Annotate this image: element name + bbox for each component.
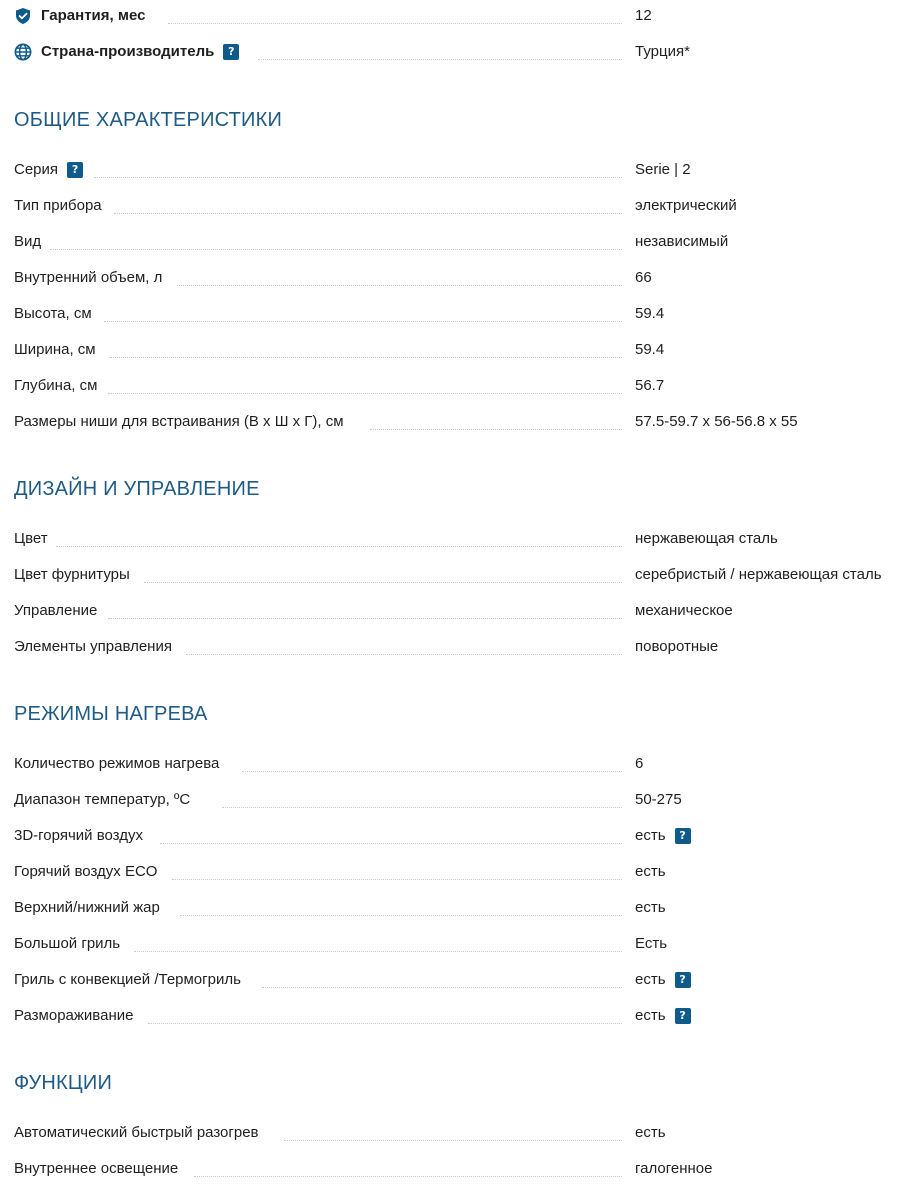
spec-value-text: 6 xyxy=(635,755,644,772)
spec-label xyxy=(14,340,96,360)
dotted-leader xyxy=(262,987,622,988)
spec-value-text: 59.4 xyxy=(635,341,665,358)
spec-value xyxy=(635,970,691,990)
spec-label-text: Страна-производитель xyxy=(41,43,215,60)
spec-label-text: Цвет xyxy=(14,530,48,547)
spec-label-text: Горячий воздух ECO xyxy=(14,863,158,880)
spec-value-text: электрический xyxy=(635,197,737,214)
spec-row xyxy=(14,268,901,292)
dotted-leader xyxy=(110,357,622,358)
section-title: ОБЩИЕ ХАРАКТЕРИСТИКИ xyxy=(14,109,283,131)
spec-label xyxy=(14,6,145,26)
spec-value-text: 50-275 xyxy=(635,791,682,808)
spec-value xyxy=(635,754,643,774)
spec-value-text: есть xyxy=(635,1124,666,1141)
spec-value xyxy=(635,340,664,360)
spec-row xyxy=(14,1159,901,1183)
spec-label xyxy=(14,42,239,62)
spec-label-text: Цвет фурнитуры xyxy=(14,566,130,583)
spec-label xyxy=(14,268,162,288)
spec-label-text: Высота, см xyxy=(14,305,92,322)
spec-value-text: есть xyxy=(635,863,666,880)
spec-label-text: Гриль с конвекцией /Термогриль xyxy=(14,971,241,988)
dotted-leader xyxy=(104,321,622,322)
spec-value-text: Есть xyxy=(635,935,668,952)
dotted-leader xyxy=(56,546,622,547)
dotted-leader xyxy=(168,23,622,24)
spec-value xyxy=(635,6,652,26)
spec-label xyxy=(14,232,41,252)
spec-label-text: Большой гриль xyxy=(14,935,121,952)
dotted-leader xyxy=(114,213,622,214)
spec-label xyxy=(14,754,219,774)
spec-row xyxy=(14,754,901,778)
spec-label xyxy=(14,160,83,180)
spec-value-text: есть xyxy=(635,827,666,844)
spec-label xyxy=(14,790,190,810)
spec-row-warranty xyxy=(14,6,901,30)
spec-row-country xyxy=(14,42,901,66)
spec-value xyxy=(635,1123,666,1143)
spec-label-text: Внутреннее освещение xyxy=(14,1160,179,1177)
spec-label-text: Внутренний объем, л xyxy=(14,269,163,286)
spec-value-text: Serie | 2 xyxy=(635,161,691,178)
dotted-leader xyxy=(242,771,622,772)
dotted-leader xyxy=(284,1140,622,1141)
spec-label-text: Тип прибора xyxy=(14,197,102,214)
spec-row xyxy=(14,529,901,553)
spec-label xyxy=(14,196,102,216)
dotted-leader xyxy=(94,177,622,178)
dotted-leader xyxy=(108,618,622,619)
spec-value-text: 12 xyxy=(635,7,652,24)
spec-row xyxy=(14,160,901,184)
dotted-leader xyxy=(177,285,622,286)
spec-value-text: поворотные xyxy=(635,638,719,655)
spec-value xyxy=(635,790,682,810)
spec-label xyxy=(14,529,48,549)
section-title: РЕЖИМЫ НАГРЕВА xyxy=(14,703,208,725)
spec-value-text: 59.4 xyxy=(635,305,665,322)
spec-label-text: Глубина, см xyxy=(14,377,98,394)
dotted-leader xyxy=(194,1176,622,1177)
spec-row xyxy=(14,340,901,364)
spec-label-text: Диапазон температур, ºC xyxy=(14,791,191,808)
spec-row xyxy=(14,637,901,661)
section-title: ФУНКЦИИ xyxy=(14,1072,113,1094)
spec-row xyxy=(14,232,901,256)
spec-value xyxy=(635,196,737,216)
spec-label xyxy=(14,412,344,432)
help-icon[interactable]: ? xyxy=(675,972,691,988)
spec-value xyxy=(635,1006,691,1026)
spec-value-text: Турция* xyxy=(635,43,690,60)
spec-label-text: Управление xyxy=(14,602,98,619)
spec-value-text: серебристый / нержавеющая сталь xyxy=(635,566,882,583)
help-icon[interactable]: ? xyxy=(675,1008,691,1024)
dotted-leader xyxy=(180,915,622,916)
spec-value xyxy=(635,42,690,62)
spec-label-text: Размеры ниши для встраивания (В х Ш х Г), см xyxy=(14,413,344,430)
spec-label xyxy=(14,565,130,585)
spec-row xyxy=(14,862,901,886)
spec-label xyxy=(14,637,172,657)
spec-value-text: нержавеющая сталь xyxy=(635,530,778,547)
spec-value xyxy=(635,529,778,549)
dotted-leader xyxy=(172,879,622,880)
dotted-leader xyxy=(108,393,622,394)
spec-value-text: есть xyxy=(635,1007,666,1024)
spec-row xyxy=(14,898,901,922)
spec-row xyxy=(14,1123,901,1147)
spec-row xyxy=(14,601,901,625)
spec-value xyxy=(635,268,652,288)
dotted-leader xyxy=(148,1023,622,1024)
spec-label-text: 3D-горячий воздух xyxy=(14,827,143,844)
spec-label xyxy=(14,1123,259,1143)
spec-row xyxy=(14,196,901,220)
spec-label-text: Вид xyxy=(14,233,42,250)
spec-label-text: Серия xyxy=(14,161,59,178)
dotted-leader xyxy=(144,582,622,583)
spec-label xyxy=(14,826,143,846)
spec-value-text: есть xyxy=(635,971,666,988)
dotted-leader xyxy=(160,843,622,844)
spec-label-text: Элементы управления xyxy=(14,638,172,655)
spec-value xyxy=(635,232,728,252)
spec-row xyxy=(14,1006,901,1030)
spec-label-text: Ширина, см xyxy=(14,341,96,358)
spec-label xyxy=(14,1159,178,1179)
spec-value xyxy=(635,160,691,180)
spec-row xyxy=(14,790,901,814)
spec-value xyxy=(635,412,798,432)
spec-value xyxy=(635,826,691,846)
spec-value xyxy=(635,934,667,954)
spec-value-text: механическое xyxy=(635,602,733,619)
spec-value-text: независимый xyxy=(635,233,729,250)
dotted-leader xyxy=(258,59,622,60)
spec-value xyxy=(635,304,664,324)
shield-check-icon xyxy=(14,7,32,25)
help-icon[interactable]: ? xyxy=(675,828,691,844)
spec-label xyxy=(14,862,157,882)
spec-value xyxy=(635,1159,712,1179)
spec-label xyxy=(14,970,241,990)
dotted-leader xyxy=(222,807,622,808)
spec-label-text: Верхний/нижний жар xyxy=(14,899,160,916)
spec-row xyxy=(14,826,901,850)
spec-row xyxy=(14,970,901,994)
spec-value xyxy=(635,601,733,621)
spec-value xyxy=(635,862,666,882)
spec-value-text: галогенное xyxy=(635,1160,713,1177)
spec-label xyxy=(14,304,92,324)
spec-row xyxy=(14,376,901,400)
dotted-leader xyxy=(186,654,622,655)
spec-row xyxy=(14,304,901,328)
spec-label-text: Количество режимов нагрева xyxy=(14,755,220,772)
spec-label xyxy=(14,376,97,396)
help-icon[interactable]: ? xyxy=(223,44,239,60)
globe-icon xyxy=(14,43,32,61)
spec-label xyxy=(14,601,97,621)
spec-value xyxy=(635,637,718,657)
spec-label-text: Размораживание xyxy=(14,1007,134,1024)
spec-row xyxy=(14,934,901,958)
spec-label xyxy=(14,898,160,918)
dotted-leader xyxy=(134,951,622,952)
spec-label xyxy=(14,934,120,954)
spec-label-text: Гарантия, мес xyxy=(41,7,146,24)
spec-value xyxy=(635,898,666,918)
spec-row xyxy=(14,412,901,436)
dotted-leader xyxy=(50,249,622,250)
spec-value xyxy=(635,565,882,585)
spec-label-text: Автоматический быстрый разогрев xyxy=(14,1124,259,1141)
spec-value-text: 56.7 xyxy=(635,377,665,394)
section-title: ДИЗАЙН И УПРАВЛЕНИЕ xyxy=(14,478,260,500)
spec-row xyxy=(14,565,901,589)
spec-value xyxy=(635,376,664,396)
dotted-leader xyxy=(370,429,622,430)
spec-value-text: есть xyxy=(635,899,666,916)
spec-value-text: 57.5-59.7 x 56-56.8 x 55 xyxy=(635,413,798,430)
spec-label xyxy=(14,1006,133,1026)
spec-value-text: 66 xyxy=(635,269,652,286)
help-icon[interactable]: ? xyxy=(67,162,83,178)
